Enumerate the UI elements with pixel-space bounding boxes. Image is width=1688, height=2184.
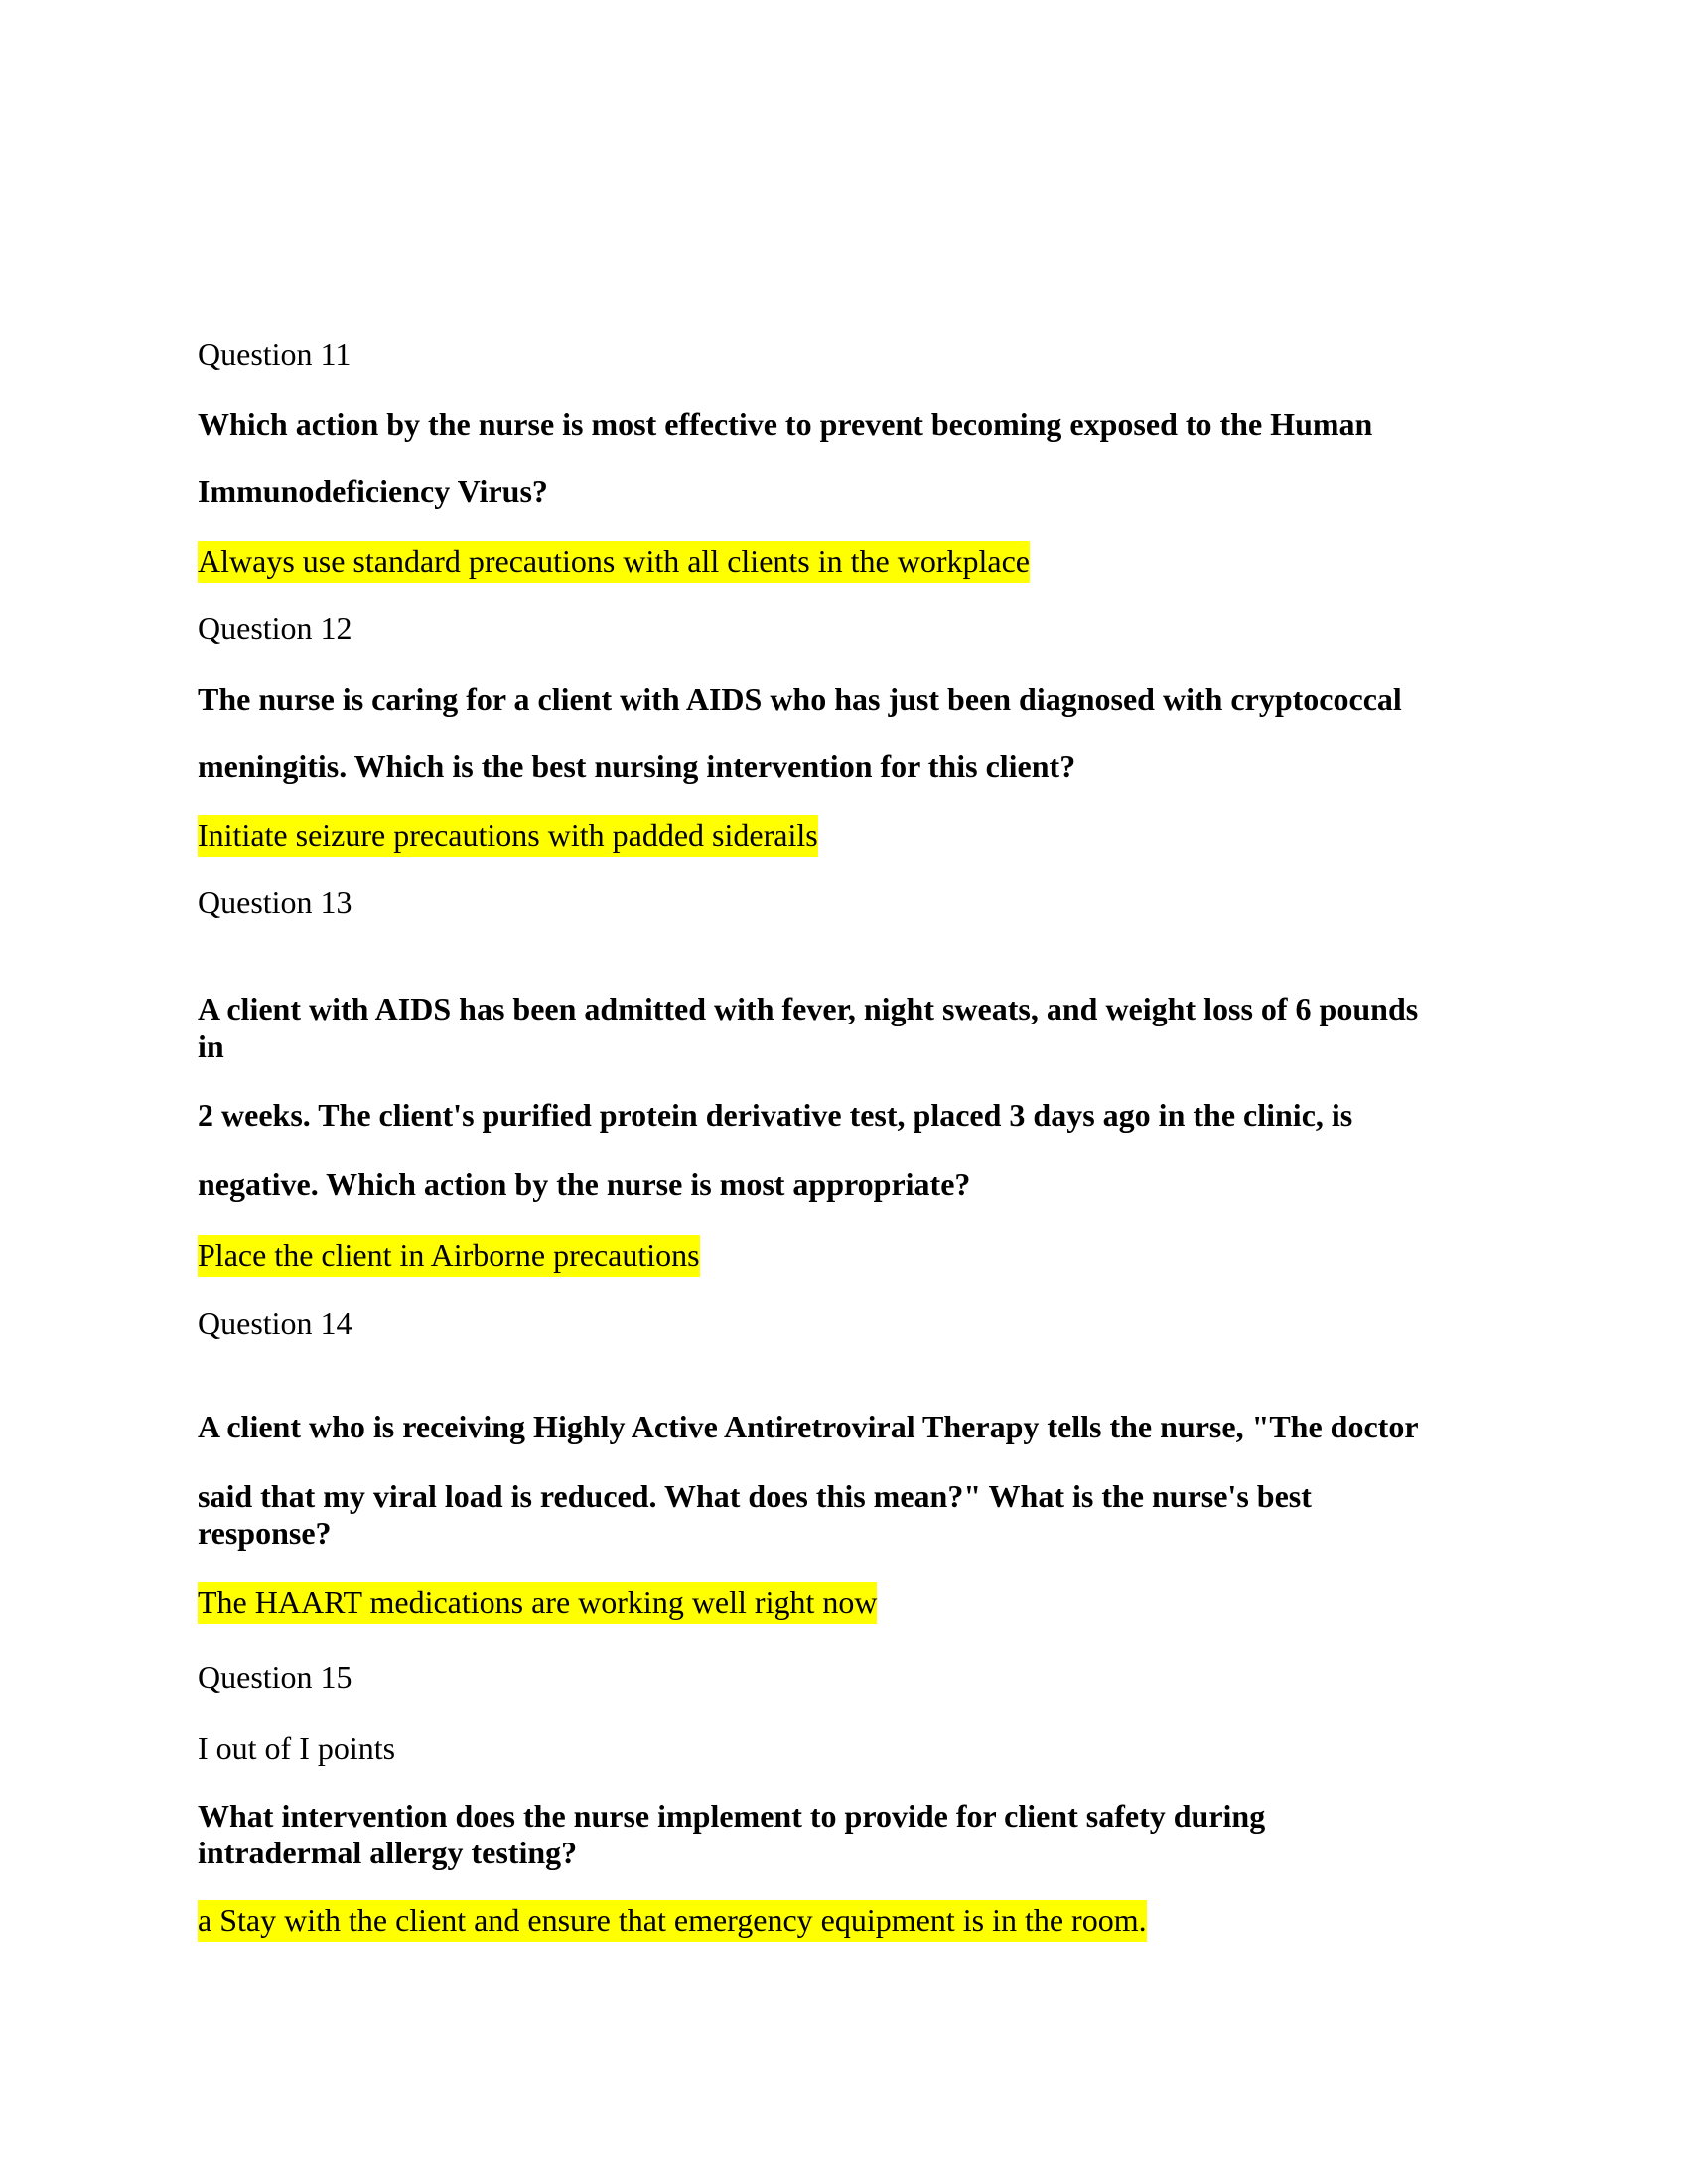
highlighted-answer: Initiate seizure precautions with padded siderails bbox=[198, 815, 818, 857]
highlighted-answer: a Stay with the client and ensure that emergency equipment is in the room. bbox=[198, 1900, 1147, 1942]
highlighted-answer: Place the client in Airborne precautions bbox=[198, 1235, 700, 1277]
points-text: I out of I points bbox=[198, 1730, 396, 1766]
question-text: meningitis. Which is the best nursing intervention for this client? bbox=[198, 749, 1076, 784]
question-text: 2 weeks. The client's purified protein derivative test, placed 3 days ago in the clinic, is bbox=[198, 1097, 1353, 1133]
highlighted-answer: Always use standard precautions with all clients in the workplace bbox=[198, 541, 1030, 583]
question-label: Question 11 bbox=[198, 337, 352, 372]
question-text: in bbox=[198, 1028, 224, 1064]
question-text: Which action by the nurse is most effective to prevent becoming exposed to the Human bbox=[198, 406, 1373, 442]
question-text: Immunodeficiency Virus? bbox=[198, 474, 548, 509]
question-text: The nurse is caring for a client with AIDS who has just been diagnosed with cryptococcal bbox=[198, 681, 1402, 717]
question-text: A client with AIDS has been admitted with fever, night sweats, and weight loss of 6 pounds bbox=[198, 991, 1419, 1026]
question-label: Question 14 bbox=[198, 1305, 352, 1341]
question-label: Question 12 bbox=[198, 611, 352, 646]
question-text: said that my viral load is reduced. What does this mean?" What is the nurse's best bbox=[198, 1478, 1312, 1514]
question-text: intradermal allergy testing? bbox=[198, 1835, 578, 1870]
highlighted-answer: The HAART medications are working well right now bbox=[198, 1582, 877, 1624]
question-text: response? bbox=[198, 1515, 332, 1551]
question-text: What intervention does the nurse implement to provide for client safety during bbox=[198, 1798, 1266, 1834]
question-text: A client who is receiving Highly Active Antiretroviral Therapy tells the nurse, "The doctor bbox=[198, 1409, 1419, 1444]
question-label: Question 13 bbox=[198, 885, 352, 920]
question-text: negative. Which action by the nurse is most appropriate? bbox=[198, 1166, 971, 1202]
question-label: Question 15 bbox=[198, 1659, 352, 1695]
